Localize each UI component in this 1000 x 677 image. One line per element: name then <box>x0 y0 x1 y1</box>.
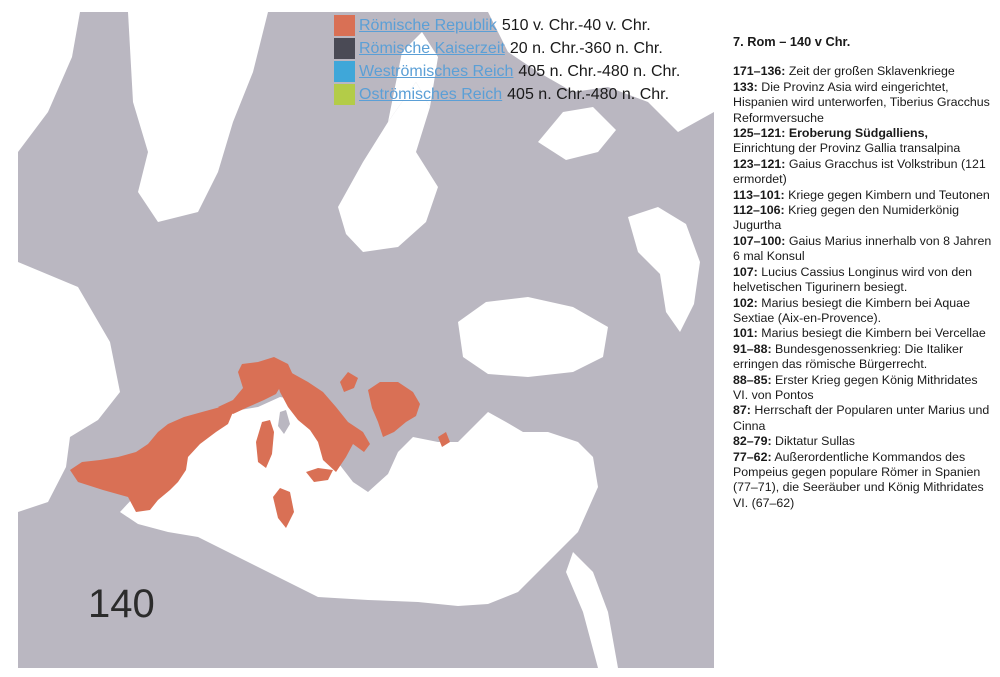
legend-row <box>334 83 680 106</box>
timeline-entry-text: Eroberung Südgalliens, <box>788 126 928 141</box>
timeline-entry-text: Zeit der großen Sklavenkriege <box>788 64 955 79</box>
timeline-entry-text: Bundesgenossenkrieg: Die Italiker erringen das römische Bürgerrecht. <box>733 341 964 372</box>
timeline-entry <box>733 188 995 203</box>
timeline-entries <box>733 64 995 511</box>
timeline-entry-years: 77–62: <box>733 449 772 464</box>
timeline-entry-years: 123–121: <box>733 156 786 171</box>
timeline-entry-text: Marius besiegt die Kimbern bei Aquae Sextiae (Aix-en-Provence). <box>733 295 970 325</box>
timeline-entry <box>733 126 995 157</box>
legend-swatch-ostrom <box>334 84 355 105</box>
legend-row <box>334 14 680 37</box>
timeline-entry <box>733 373 995 404</box>
legend-dates-westrom: 405 n. Chr.-480 n. Chr. <box>518 62 681 80</box>
timeline-panel <box>733 34 995 511</box>
black-sea <box>458 297 608 377</box>
map-panel <box>18 12 714 668</box>
timeline-entry <box>733 403 995 434</box>
timeline-entry <box>733 326 995 341</box>
timeline-entry-text: Außerordentliche Kommandos des Pompeius gegen populare Römer in Spanien (77–71), die Seeräuber und König Mithridates VI. (67–62) <box>733 449 984 510</box>
timeline-entry-text: Kriege gegen Kimbern und Teutonen <box>788 187 990 202</box>
timeline-entry-years: 133: <box>733 79 758 94</box>
timeline-entry-text: Herrschaft der Popularen unter Marius und Cinna <box>733 403 990 433</box>
timeline-entry-text: Lucius Cassius Longinus wird von den helvetischen Tigurinern besiegt. <box>733 264 973 295</box>
timeline-entry-years: 107: <box>733 264 758 279</box>
legend-link-kaiserzeit[interactable]: Römische Kaiserzeit <box>359 39 505 57</box>
legend-row <box>334 60 680 83</box>
legend <box>334 14 680 106</box>
timeline-entry-years: 112–106: <box>733 203 785 218</box>
timeline-entry-years: 91–88: <box>733 341 772 356</box>
timeline-entry-text: Erster Krieg gegen König Mithridates VI. von Pontos <box>733 372 978 402</box>
timeline-entry <box>733 265 995 296</box>
timeline-entry <box>733 64 995 79</box>
timeline-entry-text: Krieg gegen den Numiderkönig Jugurtha <box>733 203 959 233</box>
red-sea <box>566 552 618 668</box>
legend-dates-republik: 510 v. Chr.-40 v. Chr. <box>501 16 651 34</box>
timeline-entry <box>733 203 995 234</box>
timeline-entry <box>733 342 995 373</box>
timeline-entry <box>733 296 995 327</box>
legend-dates-ostrom: 405 n. Chr.-480 n. Chr. <box>507 85 670 103</box>
timeline-entry-years: 87: <box>733 403 751 418</box>
atlantic-ocean <box>18 12 80 152</box>
timeline-entry <box>733 434 995 449</box>
timeline-entry-text: Die Provinz Asia wird eingerichtet, Hispanien wird unterworfen, Tiberius Gracchus Reformversuche <box>733 79 990 125</box>
timeline-entry-continuation: Einrichtung der Provinz Gallia transalpina <box>733 141 961 156</box>
timeline-entry-years: 82–79: <box>733 434 772 449</box>
timeline-entry-years: 101: <box>733 326 758 341</box>
legend-swatch-westrom <box>334 61 355 82</box>
timeline-entry-text: Marius besiegt die Kimbern bei Vercellae <box>761 326 986 341</box>
year-label: 140 <box>88 582 155 626</box>
white-sea <box>538 107 616 160</box>
baltic-sea <box>338 82 438 252</box>
timeline-entry-years: 107–100: <box>733 233 786 248</box>
timeline-entry <box>733 157 995 188</box>
caspian-sea <box>628 207 700 332</box>
legend-row <box>334 37 680 60</box>
legend-link-ostrom[interactable]: Oströmisches Reich <box>359 85 503 103</box>
timeline-entry <box>733 80 995 126</box>
legend-swatch-kaiserzeit <box>334 38 355 59</box>
timeline-entry-years: 125–121: <box>733 126 786 141</box>
territory-adriatic-coast <box>340 372 358 392</box>
legend-dates-kaiserzeit: 20 n. Chr.-360 n. Chr. <box>509 39 663 57</box>
timeline-entry-years: 88–85: <box>733 372 772 387</box>
timeline-title: 7. Rom – 140 v Chr. <box>733 34 851 49</box>
legend-link-westrom[interactable]: Weströmisches Reich <box>359 62 514 80</box>
north-sea <box>128 12 268 222</box>
timeline-entry <box>733 234 995 265</box>
timeline-entry <box>733 450 995 512</box>
timeline-entry-years: 171–136: <box>733 64 786 79</box>
legend-link-republik[interactable]: Römische Republik <box>359 16 497 34</box>
timeline-entry-text: Diktatur Sullas <box>775 434 855 449</box>
timeline-entry-years: 102: <box>733 295 758 310</box>
timeline-entry-text: Gaius Gracchus ist Volkstribun (121 ermordet) <box>733 156 986 187</box>
legend-swatch-republik <box>334 15 355 36</box>
timeline-entry-text: Gaius Marius innerhalb von 8 Jahren 6 mal Konsul <box>733 233 992 264</box>
europe-map <box>18 12 714 668</box>
timeline-entry-years: 113–101: <box>733 187 785 202</box>
territory-macedonia <box>368 382 420 437</box>
